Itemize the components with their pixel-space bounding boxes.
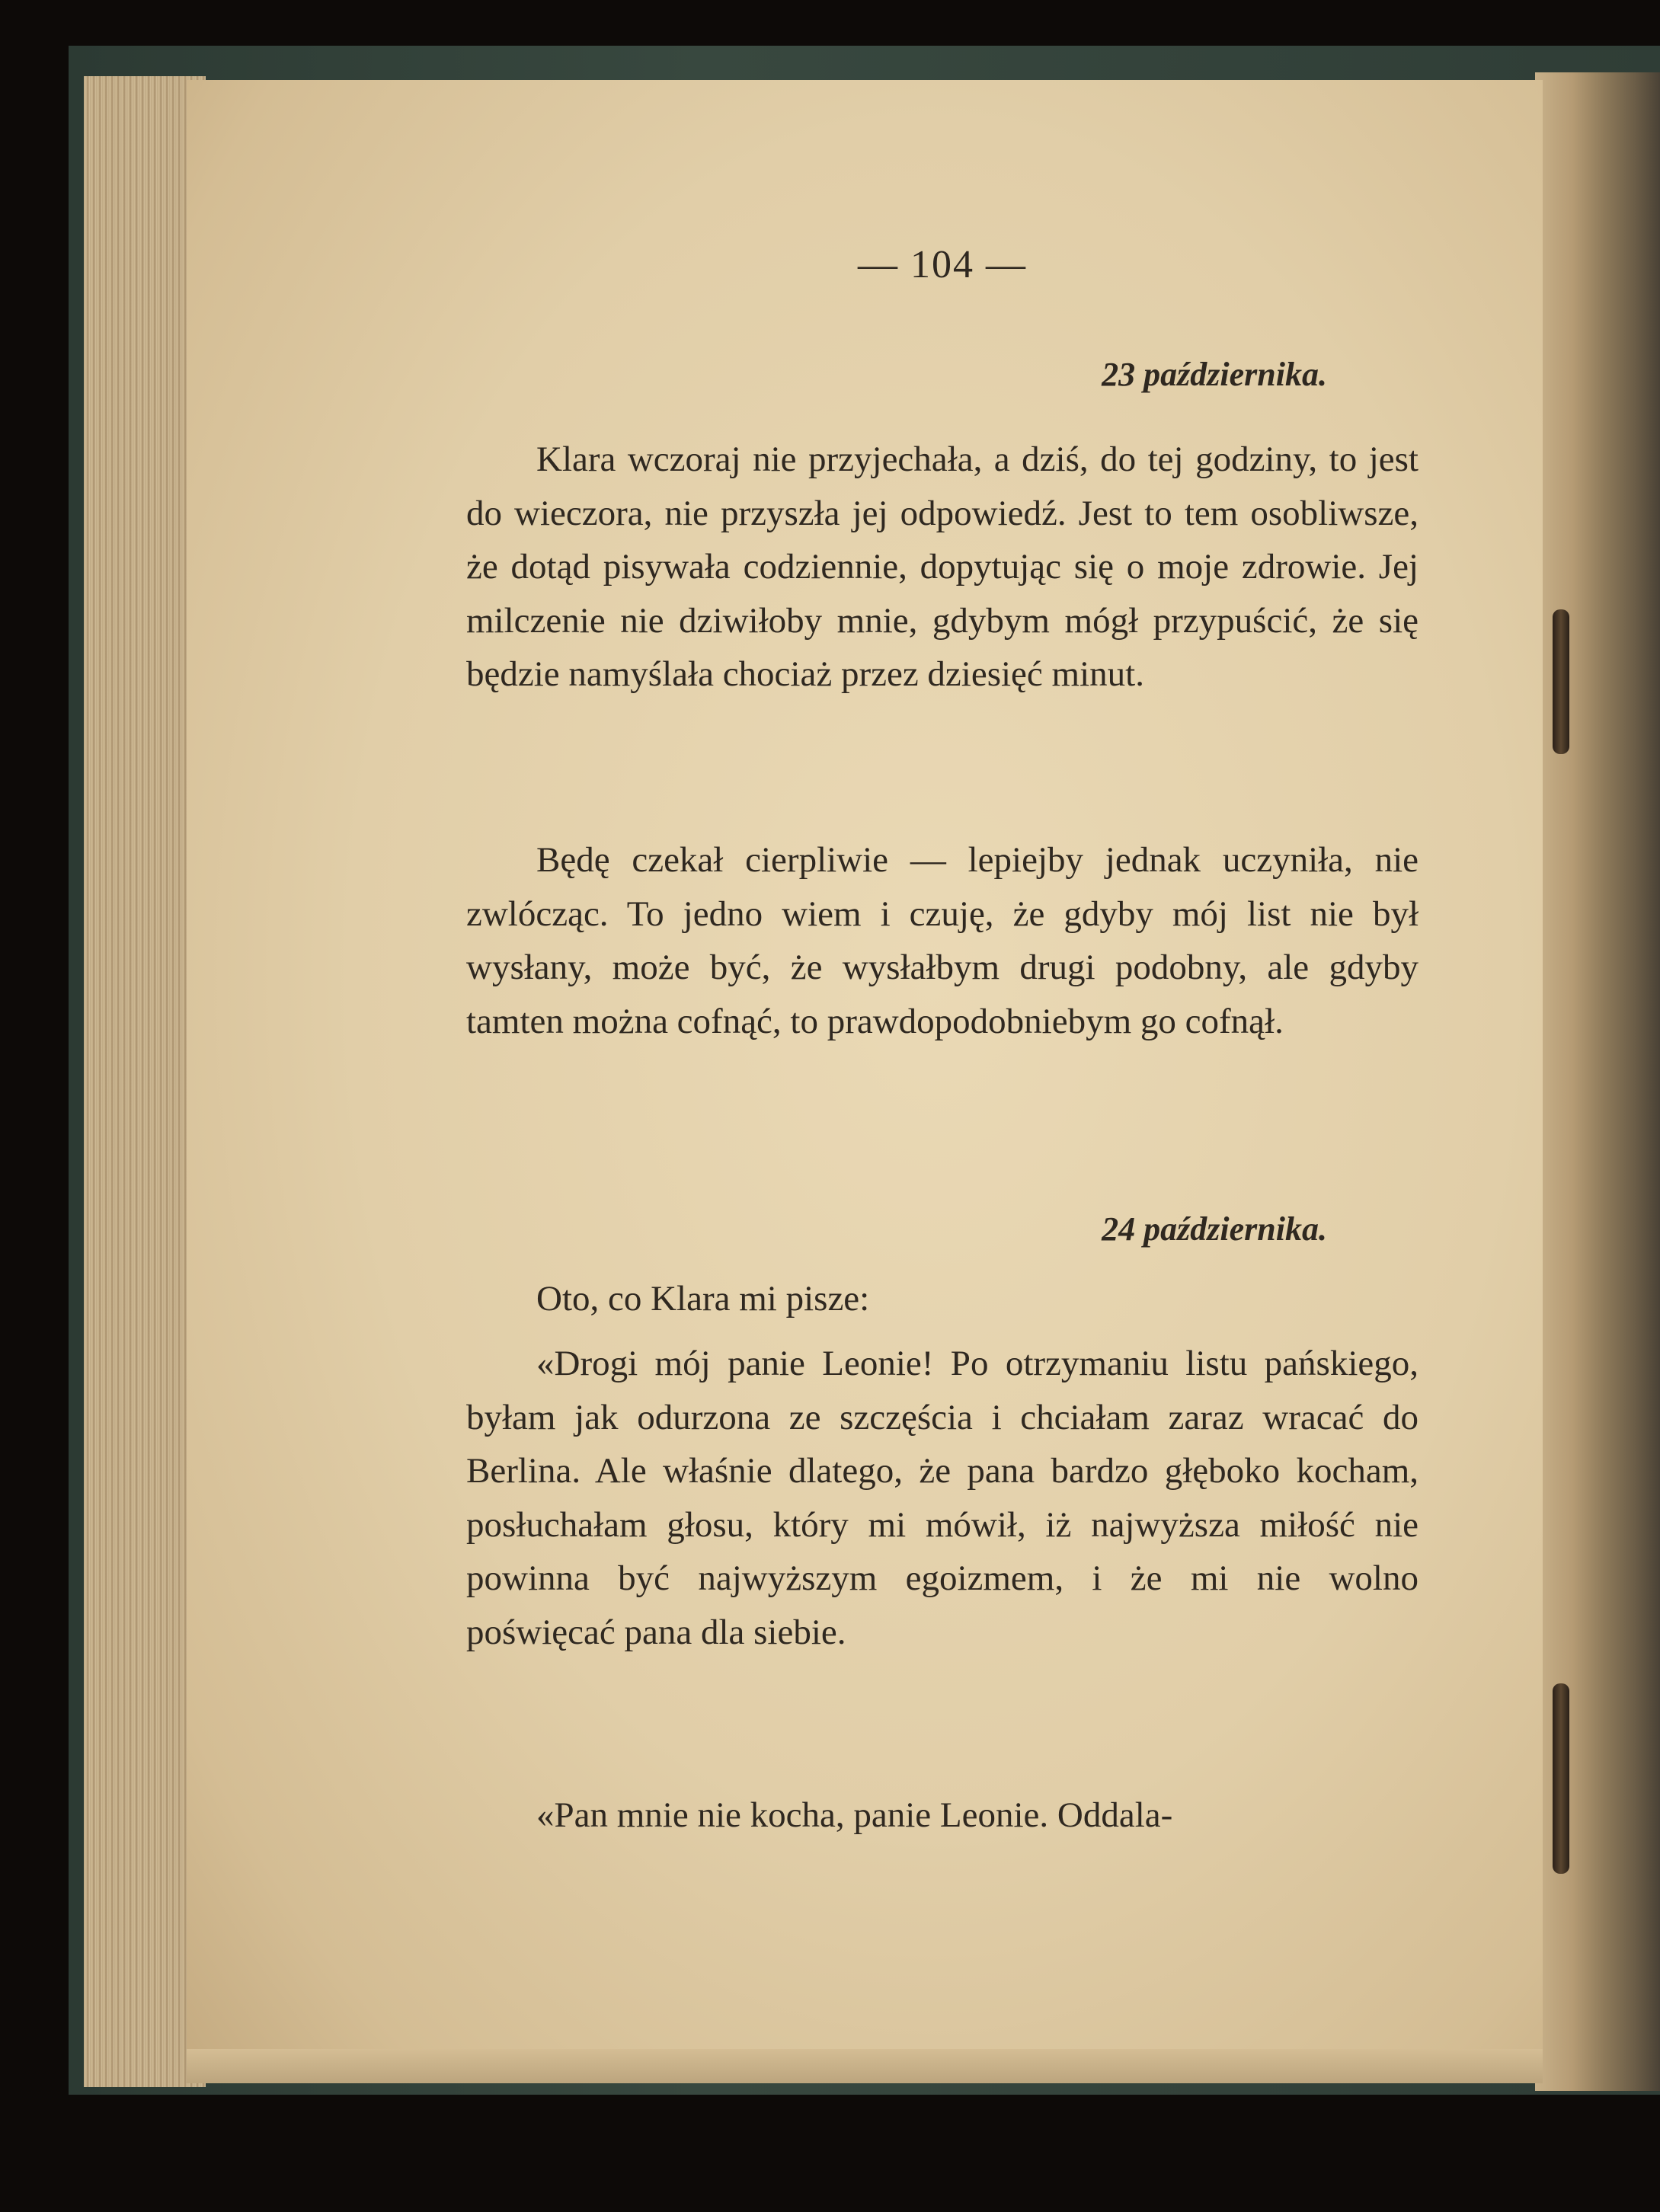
page-number: — 104 — — [858, 243, 1027, 286]
binding-clasp-icon — [1553, 1683, 1569, 1874]
binding-clasp-icon — [1553, 609, 1569, 754]
book-page — [187, 80, 1543, 2076]
paragraph: Klara wczoraj nie przyjechała, a dziś, do tej godziny, to jest do wieczora, nie przyszła jej odpowiedź. Jest to tem osobliwsze, że dotąd pisywała codziennie, dopytując się o moje zdrowie. Jej milczenie nie dziwiłoby mnie, gdybym mógł przypuścić, że się będzie namyślała chociaż przez dziesięć minut. — [466, 440, 1419, 694]
paragraph: Będę czekał cierpliwie — lepiejby jednak uczyniła, nie zwlócząc. To jedno wiem i czuję, że gdyby mój list nie był wysłany, może być, że wysłałbym drugi podobny, ale gdyby tamten można cofnąć, to prawdopodobniebym go cofnął. — [466, 840, 1419, 1041]
paragraph: Oto, co Klara mi pisze: — [536, 1279, 870, 1319]
bottom-page-edges — [187, 2049, 1543, 2083]
paragraph: «Drogi mój panie Leonie! Po otrzymaniu listu pańskiego, byłam jak odurzona ze szczęścia i chciałam zaraz wracać do Berlina. Ale właśnie dlatego, że pana bardzo głęboko kocham, posłuchałam głosu, który mi mówił, iż najwyższa miłość nie powinna być najwyższym egoizmem, i że mi nie wolno poświęcać pana dla siebie. — [466, 1344, 1419, 1652]
entry-date: 24 października. — [1102, 1210, 1327, 1248]
paragraph: «Pan mnie nie kocha, panie Leonie. Oddala- — [536, 1795, 1173, 1835]
entry-date: 23 października. — [1102, 356, 1327, 393]
